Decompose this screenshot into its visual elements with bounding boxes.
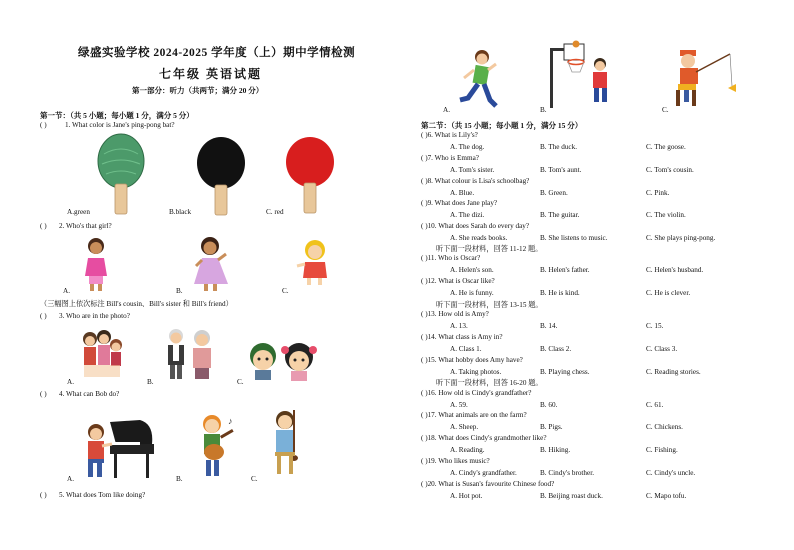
boy-fishing-image[interactable] <box>672 48 736 108</box>
question-13-option-b[interactable]: B. 14. <box>540 322 558 330</box>
question-9-option-b[interactable]: B. The guitar. <box>540 211 580 219</box>
q4-prefix[interactable]: ( ) <box>40 390 47 398</box>
question-8-option-a[interactable]: A. Blue. <box>450 189 475 197</box>
q1-option-b[interactable]: B.black <box>169 208 192 216</box>
question-15-option-a[interactable]: A. Taking photos. <box>450 368 502 376</box>
q1-option-c[interactable]: C. red <box>266 208 284 216</box>
question-8-option-c[interactable]: C. Pink. <box>646 189 670 197</box>
question-8-text[interactable]: ( )8. What colour is Lisa's schoolbag? <box>421 177 530 185</box>
question-20-option-b[interactable]: B. Beijing roast duck. <box>540 492 603 500</box>
question-6-text[interactable]: ( )6. What is Lily's? <box>421 131 478 139</box>
part1-heading: 第一部分：听力（共两节；满分 20 分） <box>132 86 264 95</box>
question-20-option-a[interactable]: A. Hot pot. <box>450 492 483 500</box>
question-13-option-c[interactable]: C. 15. <box>646 322 664 330</box>
question-6-option-b[interactable]: B. The duck. <box>540 143 577 151</box>
question-19-option-a[interactable]: A. Cindy's grandfather. <box>450 469 517 477</box>
question-11-option-c[interactable]: C. Helen's husband. <box>646 266 704 274</box>
section1-heading: 第一节：（共 5 小题；每小题 1 分，满分 5 分） <box>40 111 194 120</box>
note-13-15: 听下面一段材料，回答 13-15 题。 <box>436 301 543 309</box>
question-7-option-c[interactable]: C. Tom's cousin. <box>646 166 694 174</box>
q3-prefix[interactable]: ( ) <box>40 312 47 320</box>
question-10-option-b[interactable]: B. She listens to music. <box>540 234 608 242</box>
section2-heading: 第二节：（共 15 小题；每小题 1 分，满分 15 分） <box>421 121 583 130</box>
note-11-12: 听下面一段材料，回答 11-12 题。 <box>436 245 543 253</box>
question-14-option-b[interactable]: B. Class 2. <box>540 345 572 353</box>
q1-option-a[interactable]: A.green <box>67 208 90 216</box>
q4-option-b[interactable]: B. <box>176 475 183 483</box>
question-18-option-c[interactable]: C. Fishing. <box>646 446 678 454</box>
q2-text: 2. Who's that girl? <box>59 222 112 230</box>
girl-pink-image[interactable] <box>83 236 109 292</box>
question-20-text[interactable]: ( )20. What is Susan's favourite Chinese food? <box>421 480 555 488</box>
question-13-text[interactable]: ( )13. How old is Amy? <box>421 310 489 318</box>
question-15-option-b[interactable]: B. Playing chess. <box>540 368 590 376</box>
pic-option-b[interactable]: B. <box>540 106 547 114</box>
q1-text: 1. What color is Jane's ping-pong bat? <box>65 121 175 129</box>
question-19-text[interactable]: ( )19. Who likes music? <box>421 457 490 465</box>
q5-text: 5. What does Tom like doing? <box>59 491 146 499</box>
question-12-option-a[interactable]: A. He is funny. <box>450 289 494 297</box>
girl-erhu-image[interactable] <box>267 408 305 476</box>
pic-option-c[interactable]: C. <box>662 106 669 114</box>
question-19-option-b[interactable]: B. Cindy's brother. <box>540 469 595 477</box>
question-16-option-a[interactable]: A. 59. <box>450 401 468 409</box>
question-12-text[interactable]: ( )12. What is Oscar like? <box>421 277 495 285</box>
question-14-option-c[interactable]: C. Class 3. <box>646 345 678 353</box>
red-bat-image[interactable] <box>285 137 335 217</box>
question-20-option-c[interactable]: C. Mapo tofu. <box>646 492 687 500</box>
question-9-option-c[interactable]: C. The violin. <box>646 211 686 219</box>
green-bat-image[interactable] <box>96 134 146 216</box>
q2-option-a[interactable]: A. <box>63 287 70 295</box>
question-17-option-a[interactable]: A. Sheep. <box>450 423 479 431</box>
question-14-text[interactable]: ( )14. What class is Amy in? <box>421 333 503 341</box>
question-6-option-c[interactable]: C. The goose. <box>646 143 686 151</box>
question-7-option-b[interactable]: B. Tom's aunt. <box>540 166 582 174</box>
question-10-text[interactable]: ( )10. What does Sarah do every day? <box>421 222 530 230</box>
question-15-option-c[interactable]: C. Reading stories. <box>646 368 701 376</box>
basketball-hoop-image[interactable] <box>548 42 622 108</box>
question-16-option-b[interactable]: B. 60. <box>540 401 558 409</box>
q3-option-b[interactable]: B. <box>147 378 154 386</box>
grandparents-image[interactable] <box>160 326 220 382</box>
question-10-option-a[interactable]: A. She reads books. <box>450 234 508 242</box>
q3-option-a[interactable]: A. <box>67 378 74 386</box>
question-11-option-a[interactable]: A. Helen's son. <box>450 266 494 274</box>
q2-prefix[interactable]: ( ) <box>40 222 47 230</box>
question-16-option-c[interactable]: C. 61. <box>646 401 664 409</box>
question-18-option-a[interactable]: A. Reading. <box>450 446 485 454</box>
question-17-text[interactable]: ( )17. What animals are on the farm? <box>421 411 527 419</box>
question-8-option-b[interactable]: B. Green. <box>540 189 568 197</box>
question-12-option-b[interactable]: B. He is kind. <box>540 289 580 297</box>
q1-prefix[interactable]: ( ) <box>40 121 47 129</box>
boy-piano-image[interactable] <box>80 416 156 480</box>
children-heads-image[interactable] <box>247 340 321 382</box>
question-9-option-a[interactable]: A. The dizi. <box>450 211 485 219</box>
question-7-option-a[interactable]: A. Tom's sister. <box>450 166 495 174</box>
q2-option-c[interactable]: C. <box>282 287 289 295</box>
question-6-option-a[interactable]: A. The dog. <box>450 143 485 151</box>
boy-guitar-image[interactable] <box>194 412 238 478</box>
question-7-text[interactable]: ( )7. Who is Emma? <box>421 154 479 162</box>
q3-text: 3. Who are in the photo? <box>59 312 130 320</box>
q4-option-a[interactable]: A. <box>67 475 74 483</box>
question-12-option-c[interactable]: C. He is clever. <box>646 289 691 297</box>
question-9-text[interactable]: ( )9. What does Jane play? <box>421 199 498 207</box>
q2-note: （三幅图上依次标注 Bill's cousin、Bill's sister 和 Bill's friend） <box>40 300 233 308</box>
black-bat-image[interactable] <box>196 137 246 217</box>
pic-option-a[interactable]: A. <box>443 106 450 114</box>
question-16-text[interactable]: ( )16. How old is Cindy's grandfather? <box>421 389 532 397</box>
q4-option-c[interactable]: C. <box>251 475 258 483</box>
question-17-option-c[interactable]: C. Chickens. <box>646 423 683 431</box>
school-title: 绿盛实验学校 2024-2025 学年度（上）期中学情检测 <box>78 47 356 59</box>
note-16-20: 听下面一段材料，回答 16-20 题。 <box>436 379 543 387</box>
q3-option-c[interactable]: C. <box>237 378 244 386</box>
question-15-text[interactable]: ( )15. What hobby does Amy have? <box>421 356 523 364</box>
question-18-option-b[interactable]: B. Hiking. <box>540 446 571 454</box>
question-13-option-a[interactable]: A. 13. <box>450 322 468 330</box>
question-11-text[interactable]: ( )11. Who is Oscar? <box>421 254 481 262</box>
boy-running-image[interactable] <box>458 48 498 110</box>
question-14-option-a[interactable]: A. Class 1. <box>450 345 482 353</box>
question-19-option-c[interactable]: C. Cindy's uncle. <box>646 469 696 477</box>
question-10-option-c[interactable]: C. She plays ping-pong. <box>646 234 716 242</box>
question-11-option-b[interactable]: B. Helen's father. <box>540 266 590 274</box>
q2-option-b[interactable]: B. <box>176 287 183 295</box>
q5-prefix[interactable]: ( ) <box>40 491 47 499</box>
exam-title: 七年级 英语试题 <box>159 67 263 81</box>
q4-text: 4. What can Bob do? <box>59 390 120 398</box>
girl-dancing-image[interactable] <box>192 236 230 292</box>
question-18-text[interactable]: ( )18. What does Cindy's grandmother like? <box>421 434 547 442</box>
girl-yellow-image[interactable] <box>293 238 333 286</box>
family-group-image[interactable] <box>78 327 126 379</box>
question-17-option-b[interactable]: B. Pigs. <box>540 423 563 431</box>
svg-text:♪: ♪ <box>228 416 233 426</box>
